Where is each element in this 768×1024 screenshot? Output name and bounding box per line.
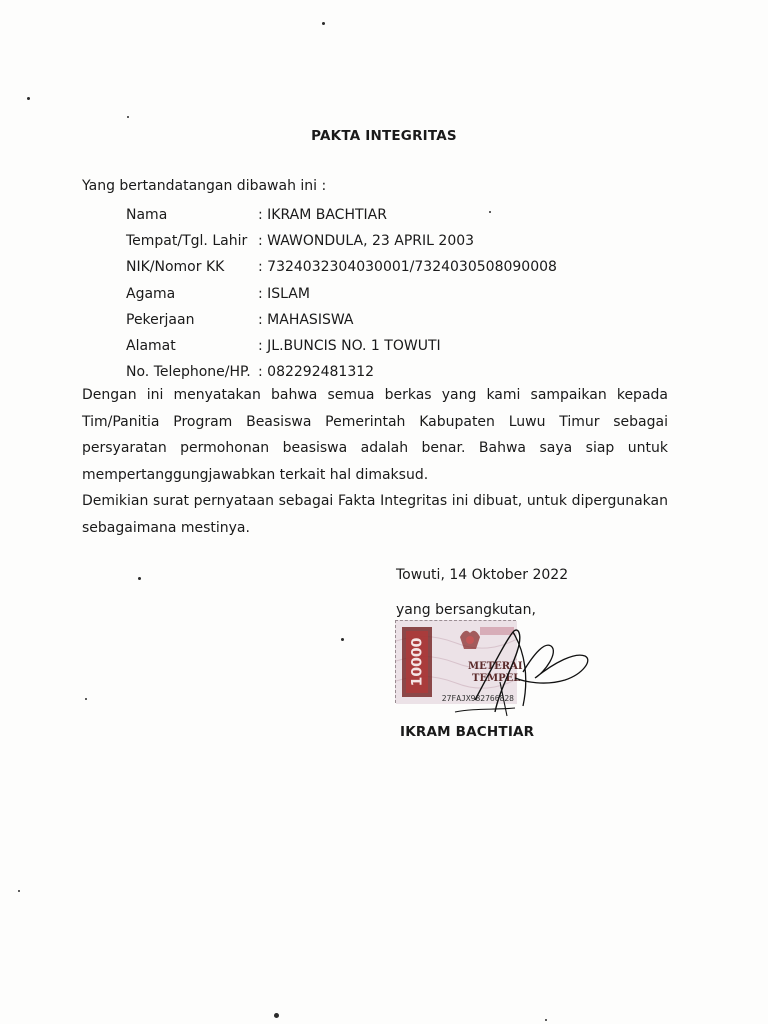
identity-row-birth [126, 228, 557, 254]
identity-value: : IKRAM BACHTIAR [258, 207, 387, 224]
scan-speck [18, 890, 20, 892]
identity-value: : MAHASISWA [258, 311, 354, 328]
identity-label: Alamat [126, 338, 176, 355]
identity-row-occupation [126, 307, 557, 333]
identity-label: Nama [126, 207, 168, 224]
identity-table [126, 202, 557, 385]
handwritten-signature [395, 612, 600, 722]
scan-speck [274, 1013, 279, 1018]
scan-speck [322, 22, 325, 25]
intro-line: Yang bertandatangan dibawah ini : [82, 178, 327, 194]
scan-speck [127, 116, 129, 118]
identity-row-address [126, 333, 557, 359]
identity-label: Pekerjaan [126, 311, 195, 328]
place-date: Towuti, 14 Oktober 2022 [396, 567, 569, 583]
scan-speck [138, 577, 141, 580]
stamp-denomination-text: 10000 [409, 637, 425, 687]
identity-value: : 082292481312 [258, 364, 375, 381]
closing-salutation: yang bersangkutan, [396, 602, 536, 618]
identity-value: : WAWONDULA, 23 APRIL 2003 [258, 233, 475, 250]
scan-speck [85, 698, 87, 700]
stamp-label-1: METERAI [468, 661, 523, 672]
identity-row-religion [126, 281, 557, 307]
scan-speck [27, 97, 30, 100]
identity-value: : 7324032304030001/7324030508090008 [258, 259, 557, 276]
stamp-serial: 27FAJX982766828 [441, 694, 514, 703]
closing-paragraph: Demikian surat pernyataan sebagai Fakta Integritas ini dibuat, untuk dipergunakan sebagaimana mestinya. [82, 493, 668, 536]
stamp-label-2: TEMPEL [472, 673, 521, 684]
identity-label: Agama [126, 285, 176, 302]
identity-label: NIK/Nomor KK [126, 259, 225, 276]
identity-value: : JL.BUNCIS NO. 1 TOWUTI [258, 338, 441, 355]
signer-name: IKRAM BACHTIAR [400, 724, 535, 740]
identity-row-name [126, 202, 557, 228]
statement-paragraph: Dengan ini menyatakan bahwa semua berkas yang kami sampaikan kepada Tim/Panitia Program Beasiswa Pemerintah Kabupaten Luwu Timur sebagai persyaratan permohonan beasiswa adalah benar. Bahwa saya siap untuk mempertanggungjawabkan terkait hal dimaksud. [82, 387, 668, 483]
document-title: PAKTA INTEGRITAS [311, 128, 457, 144]
scan-speck [545, 1019, 547, 1021]
identity-row-nik [126, 254, 557, 280]
identity-value: : ISLAM [258, 285, 310, 302]
scan-speck [341, 638, 344, 641]
identity-label: Tempat/Tgl. Lahir [126, 233, 248, 250]
identity-label: No. Telephone/HP. [126, 364, 251, 381]
